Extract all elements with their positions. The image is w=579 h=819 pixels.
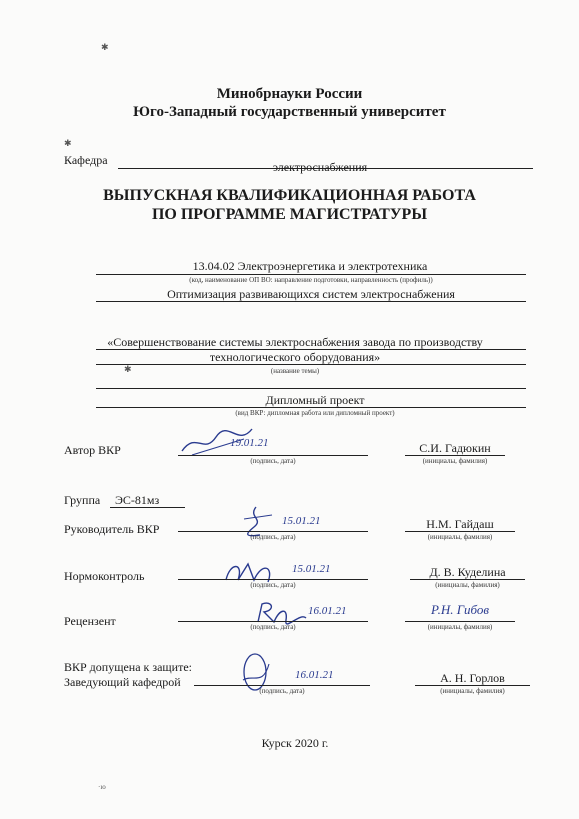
normcontrol-sign-caption: (подпись, дата) (250, 581, 296, 589)
group-value: ЭС-81мз (115, 493, 160, 507)
head-sign-line (194, 685, 370, 686)
supervisor-label: Руководитель ВКР (64, 522, 160, 536)
author-date: 19.01.21 (230, 437, 269, 449)
scan-speck: ✱ (101, 42, 109, 52)
head-name-caption: (инициалы, фамилия) (440, 687, 505, 695)
normcontrol-label: Нормоконтроль (64, 569, 145, 583)
reviewer-sign-line (178, 621, 368, 622)
author-name: С.И. Гадюкин (419, 441, 491, 455)
direction-caption: (код, наименование ОП ВО: направление подготовки, направленность (профиль)) (189, 276, 433, 284)
admission-label: ВКР допущена к защите: (64, 660, 192, 674)
supervisor-name-caption: (инициалы, фамилия) (427, 533, 493, 541)
work-title-line2: ПО ПРОГРАММЕ МАГИСТРАТУРЫ (151, 206, 428, 223)
normcontrol-name-caption: (инициалы, фамилия) (435, 581, 500, 589)
supervisor-sign-line (178, 531, 368, 532)
work-title-line1: ВЫПУСКНАЯ КВАЛИФИКАЦИОННАЯ РАБОТА (103, 187, 476, 204)
reviewer-sign-caption: (подпись, дата) (250, 623, 296, 631)
normcontrol-name-line (410, 579, 525, 580)
topic-caption: (название темы) (270, 367, 320, 375)
head-name: А. Н. Горлов (440, 671, 505, 685)
topic-line1: «Совершенствование системы электроснабжения завода по производству (107, 335, 483, 349)
supervisor-sign-caption: (подпись, дата) (250, 533, 296, 541)
group-label: Группа (64, 493, 101, 507)
reviewer-date: 16.01.21 (308, 605, 347, 617)
department-label: Кафедра (64, 153, 108, 167)
direction-value: 13.04.02 Электроэнергетика и электротехника (192, 259, 428, 273)
supervisor-date: 15.01.21 (282, 515, 321, 527)
university-name: Юго-Западный государственный университет (133, 104, 446, 120)
work-type-value: Дипломный проект (265, 393, 365, 407)
head-name-line (415, 685, 530, 686)
group-underline (110, 507, 185, 508)
reviewer-name: Р.Н. Гибов (431, 602, 489, 617)
topic-underline-2 (96, 364, 526, 365)
city-year: Курск 2020 г. (261, 736, 329, 750)
profile-underline (96, 301, 526, 302)
topic-line2: технологического оборудования» (209, 350, 381, 364)
reviewer-name-line (405, 621, 515, 622)
scan-speck: ✱ (64, 138, 72, 148)
scan-speck: ·ıo (98, 783, 106, 791)
work-type-underline (96, 407, 526, 408)
reviewer-name-caption: (инициалы, фамилия) (427, 623, 493, 631)
author-label: Автор ВКР (64, 443, 121, 457)
head-sign-caption: (подпись, дата) (259, 687, 305, 695)
author-name-caption: (инициалы, фамилия) (422, 457, 488, 465)
ministry-name: Минобрнауки России (216, 86, 363, 102)
scan-speck: ✱ (124, 364, 132, 374)
supervisor-name-line (405, 531, 515, 532)
normcontrol-name: Д. В. Куделина (429, 565, 506, 579)
normcontrol-sign-line (178, 579, 368, 580)
author-sign-line (178, 455, 368, 456)
work-type-caption: (вид ВКР: дипломная работа или дипломный проект) (235, 409, 395, 417)
head-of-department-label: Заведующий кафедрой (64, 675, 181, 689)
direction-underline (96, 274, 526, 275)
author-name-line (405, 455, 505, 456)
work-type-topline (96, 388, 526, 389)
reviewer-label: Рецензент (64, 614, 116, 628)
profile-value: Оптимизация развивающихся систем электроснабжения (167, 287, 455, 301)
normcontrol-date: 15.01.21 (292, 563, 331, 575)
author-sign-caption: (подпись, дата) (250, 457, 296, 465)
head-date: 16.01.21 (295, 669, 334, 681)
department-value: электроснабжения (272, 160, 368, 174)
supervisor-name: Н.М. Гайдаш (426, 517, 494, 531)
